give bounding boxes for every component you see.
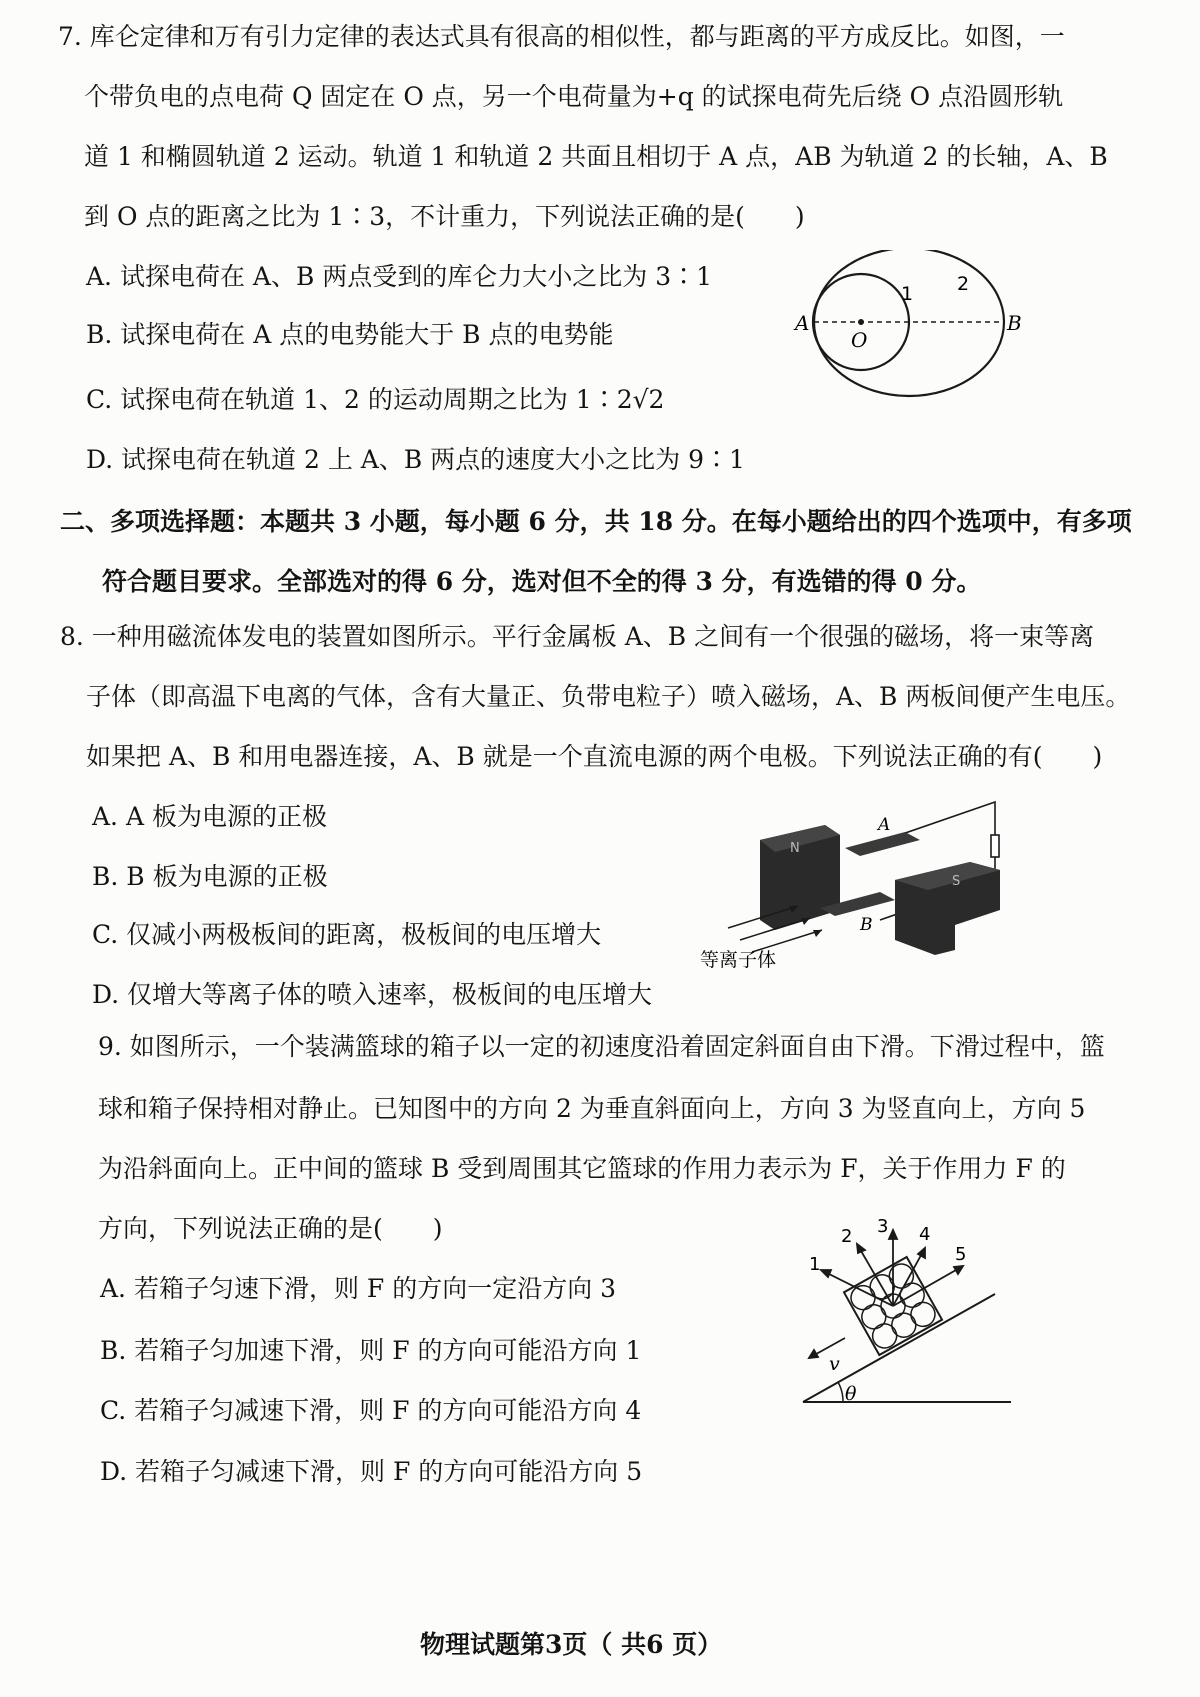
magnet-s-label: S [952, 874, 961, 889]
load-resistor [991, 835, 999, 857]
section2-line-2: 符合题目要求。全部选对的得 6 分，选对但不全的得 3 分，有选错的得 0 分。 [102, 567, 982, 596]
page-footer: 物理试题第3页（ 共6 页） [420, 1630, 723, 1659]
q8-line-1: 8. 一种用磁流体发电的装置如图所示。平行金属板 A、B 之间有一个很强的磁场，将一束等离 [60, 622, 1095, 651]
q9-line-4: 方向，下列说法正确的是( ) [98, 1214, 443, 1243]
label-velocity: v [829, 1353, 840, 1375]
plasma-label: 等离子体 [700, 949, 777, 971]
q8-option-c: C. 仅减小两极板间的距离，极板间的电压增大 [92, 920, 602, 949]
label-orbit-1: 1 [901, 283, 914, 305]
label-dir-1: 1 [809, 1254, 821, 1275]
q8-option-a: A. A 板为电源的正极 [92, 802, 327, 831]
q7-option-d: D. 试探电荷在轨道 2 上 A、B 两点的速度大小之比为 9∶1 [86, 445, 745, 474]
label-orbit-2: 2 [957, 273, 970, 295]
q8-line-3: 如果把 A、B 和用电器连接，A、B 就是一个直流电源的两个电极。下列说法正确的有( ) [86, 742, 1103, 771]
q9-line-1: 9. 如图所示，一个装满篮球的箱子以一定的初速度沿着固定斜面自由下滑。下滑过程中，篮 [98, 1032, 1105, 1061]
q9-option-c: C. 若箱子匀减速下滑，则 F 的方向可能沿方向 4 [100, 1396, 642, 1425]
label-dir-3: 3 [877, 1216, 889, 1237]
magnet-n-label: N [790, 841, 800, 856]
q9-option-a: A. 若箱子匀速下滑，则 F 的方向一定沿方向 3 [100, 1274, 617, 1303]
label-o: O [851, 328, 868, 352]
label-a: A [795, 311, 810, 335]
q7-option-a: A. 试探电荷在 A、B 两点受到的库仑力大小之比为 3∶1 [86, 262, 713, 291]
q9-option-b: B. 若箱子匀加速下滑，则 F 的方向可能沿方向 1 [100, 1336, 642, 1365]
center-dot [858, 319, 864, 325]
q8-line-2: 子体（即高温下电离的气体，含有大量正、负带电粒子）喷入磁场，A、B 两板间便产生电压。 [86, 682, 1131, 711]
q7-line-4: 到 O 点的距离之比为 1∶3，不计重力，下列说法正确的是( ) [84, 202, 805, 231]
q7-option-b: B. 试探电荷在 A 点的电势能大于 B 点的电势能 [86, 320, 614, 349]
q9-incline-figure [795, 1210, 1025, 1420]
q8-option-d: D. 仅增大等离子体的喷入速率，极板间的电压增大 [92, 980, 653, 1009]
q7-line-2: 个带负电的点电荷 Q 固定在 O 点，另一个电荷量为+q 的试探电荷先后绕 O 点沿圆形轨 [84, 82, 1064, 111]
q7-orbit-figure [785, 250, 1045, 420]
q7-line-1: 7. 库仑定律和万有引力定律的表达式具有很高的相似性，都与距离的平方成反比。如图，一 [58, 22, 1065, 51]
section2-line-1: 二、多项选择题：本题共 3 小题，每小题 6 分，共 18 分。在每小题给出的四个选项中，有多项 [60, 507, 1132, 536]
plate-a [845, 832, 920, 856]
q9-line-3: 为沿斜面向上。正中间的篮球 B 受到周围其它篮球的作用力表示为 F，关于作用力 F 的 [98, 1154, 1066, 1183]
label-b: B [1007, 311, 1022, 335]
q8-mhd-generator-figure [700, 790, 1040, 980]
q9-line-2: 球和箱子保持相对静止。已知图中的方向 2 为垂直斜面向上，方向 3 为竖直向上，方向 5 [98, 1094, 1086, 1123]
incline-line [803, 1294, 995, 1402]
label-dir-5: 5 [955, 1244, 967, 1265]
theta-arc [838, 1382, 843, 1402]
label-dir-2: 2 [841, 1226, 853, 1247]
q9-option-d: D. 若箱子匀减速下滑，则 F 的方向可能沿方向 5 [100, 1457, 643, 1486]
q7-option-c: C. 试探电荷在轨道 1、2 的运动周期之比为 1∶2√2 [86, 385, 665, 414]
label-plate-a: A [878, 815, 891, 835]
label-theta: θ [845, 1383, 857, 1405]
label-plate-b: B [860, 915, 873, 935]
q8-option-b: B. B 板为电源的正极 [92, 862, 328, 891]
q7-line-3: 道 1 和椭圆轨道 2 运动。轨道 1 和轨道 2 共面且相切于 A 点，AB 为轨道 2 的长轴，A、B [84, 142, 1108, 171]
label-dir-4: 4 [919, 1224, 931, 1245]
